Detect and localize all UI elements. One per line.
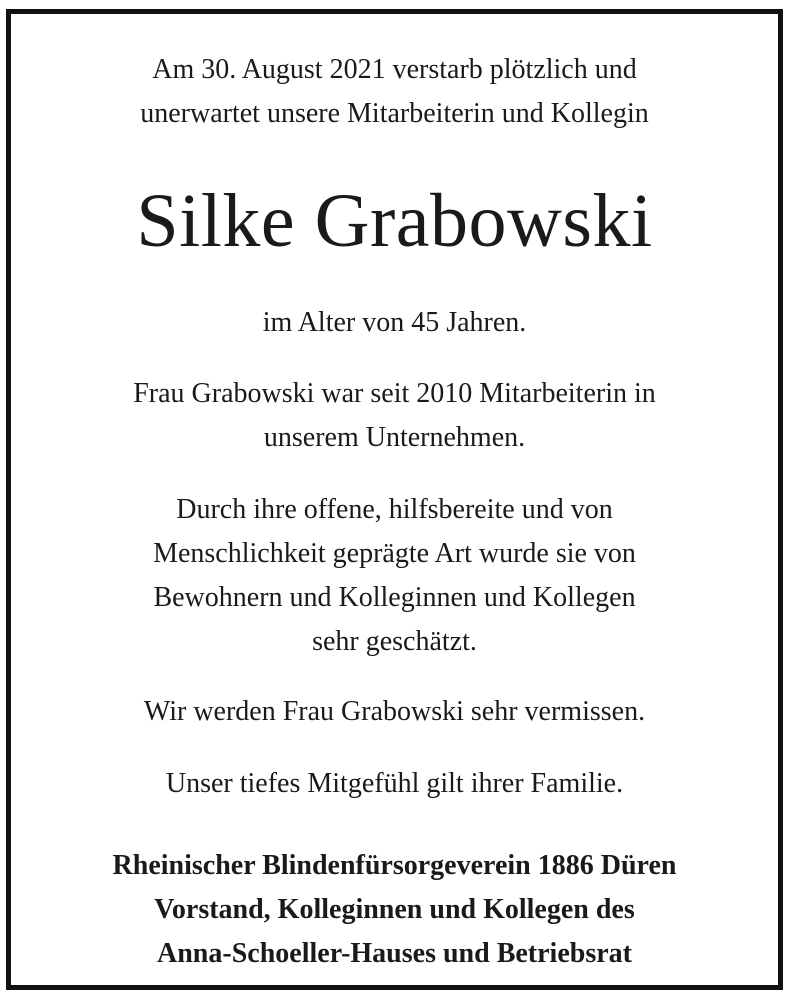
age-line: im Alter von 45 Jahren. (262, 307, 527, 338)
obituary-notice (6, 9, 783, 990)
signature-line: Anna-Schoeller-Hauses und Betriebsrat (157, 938, 632, 969)
intro-text (11, 48, 778, 136)
signature-line: Rheinischer Blindenfürsorgeverein 1886 Düren (112, 850, 677, 881)
paragraph-line: Menschlichkeit geprägte Art wurde sie von (153, 538, 636, 569)
intro-line: unerwartet unsere Mitarbeiterin und Kollegin (140, 98, 649, 129)
deceased-name: Silke Grabowski (136, 179, 653, 263)
farewell-paragraph: Wir werden Frau Grabowski sehr vermissen. (143, 696, 646, 727)
tribute-paragraph (11, 488, 778, 664)
paragraph-line: sehr geschätzt. (312, 626, 477, 657)
signature-line: Vorstand, Kolleginnen und Kollegen des (154, 894, 635, 925)
paragraph-line: unserem Unternehmen. (263, 422, 526, 453)
paragraph-line: Durch ihre offene, hilfsbereite und von (176, 494, 613, 525)
paragraph-line: Frau Grabowski war seit 2010 Mitarbeiterin in (133, 378, 656, 409)
paragraph-line: Bewohnern und Kolleginnen und Kollegen (153, 582, 636, 613)
employment-paragraph (11, 372, 778, 460)
condolence-paragraph: Unser tiefes Mitgefühl gilt ihrer Familie. (165, 768, 624, 799)
signature-block (11, 844, 778, 976)
intro-line: Am 30. August 2021 verstarb plötzlich und (152, 54, 637, 85)
